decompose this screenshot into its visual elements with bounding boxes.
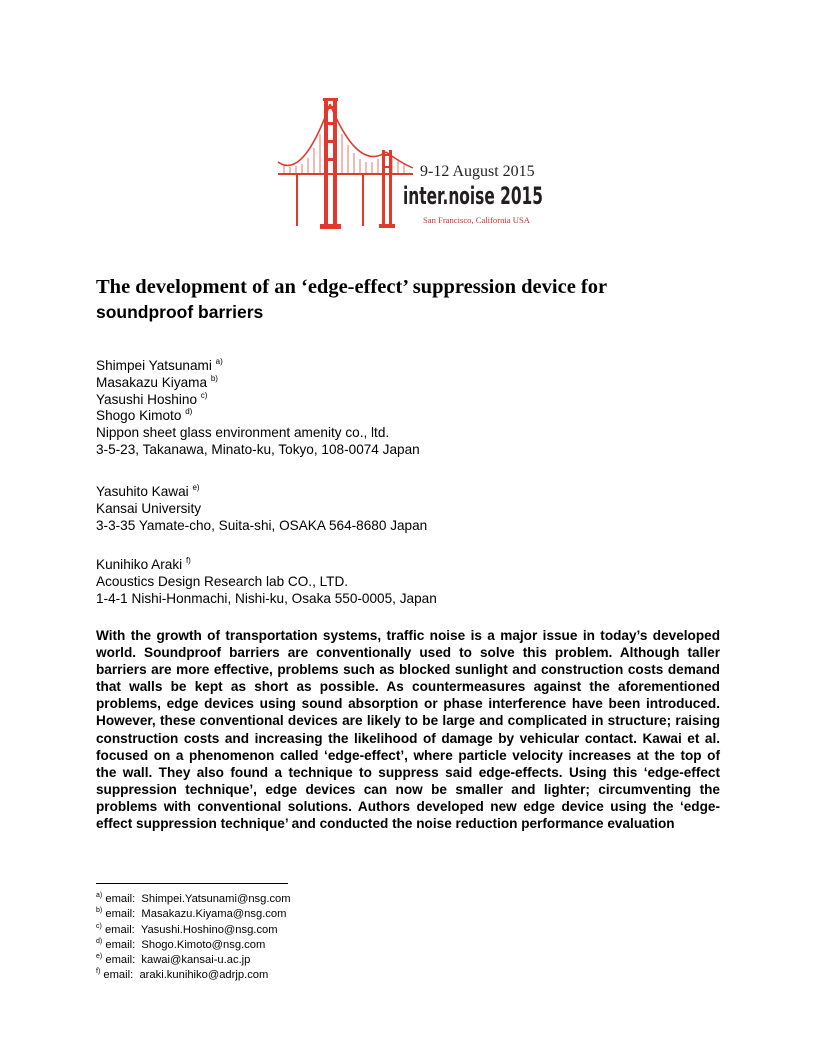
footnote: $^{a)}$ email: Shimpei.Yatsunami@nsg.com xyxy=(96,892,291,905)
affiliation: Nippon sheet glass environment amenity co., ltd. xyxy=(96,425,390,441)
footnote-divider xyxy=(96,883,288,884)
conference-location: San Francisco, California USA xyxy=(423,215,530,225)
author-name: Shimpei Yatsunami $^{a)}$ xyxy=(96,357,223,373)
author-group-1 xyxy=(96,358,420,459)
footnote: $^{f)}$ email: araki.kunihiko@adrjp.com xyxy=(96,968,269,982)
email-address: Yasushi.Hoshino@nsg.com xyxy=(140,923,278,936)
golden-gate-bridge-icon xyxy=(278,104,413,174)
email-address: Masakazu.Kiyama@nsg.com xyxy=(141,908,287,921)
author-name: Yasuhito Kawai $^{e)}$ xyxy=(96,483,200,499)
email-address: araki.kunihiko@adrjp.com xyxy=(139,969,269,982)
footnote: $^{e)}$ email: kawai@kansai-u.ac.jp xyxy=(96,953,251,967)
conference-logo xyxy=(278,92,553,232)
email-address: kawai@kansai-u.ac.jp xyxy=(141,954,251,967)
conference-dates: 9-12 August 2015 xyxy=(420,163,535,180)
email-address: Shogo.Kimoto@nsg.com xyxy=(141,938,266,951)
author-name: Masakazu Kiyama $^{b)}$ xyxy=(96,373,218,390)
address: 3-3-35 Yamate-cho, Suita-shi, OSAKA 564-8680 Japan xyxy=(96,517,428,533)
title-line-2: soundproof barriers xyxy=(96,302,264,322)
affiliation: Kansai University xyxy=(96,500,202,516)
footnote: $^{d)}$ email: Shogo.Kimoto@nsg.com xyxy=(96,937,266,951)
conference-name: inter.noise 2015 xyxy=(403,182,543,210)
address: 3-5-23, Takanawa, Minato-ku, Tokyo, 108-0074 Japan xyxy=(96,441,420,457)
footnote: $^{b)}$ email: Masakazu.Kiyama@nsg.com xyxy=(96,907,287,921)
abstract: With the growth of transportation systems, traffic noise is a major issue in today’s developed world. Soundproof barriers are conventionally used to solve this problem. Although taller barriers are more effective, problems such as blocked sunlight and construction costs demand that walls be kept as short as possible. As countermeasures against the aforementioned problems, edge devices using sound absorption or phase interference have been introduced. However, these conventional devices are likely to be large and complicated in structure; raising construction costs and increasing the likelihood of damage by vehicular contact. Kawai et al. focused on a phenomenon called ‘edge-effect’, where particle velocity increases at the top of the wall. They also found a technique to suppress said edge-effects. Using this ‘edge-effect suppression technique’, edge devices can now be smaller and lighter; circumventing the problems with conventional solutions. Authors developed new edge device using the ‘edge-effect suppression technique’ and conducted the noise reduction performance evaluation xyxy=(96,628,720,832)
affiliation: Acoustics Design Research lab CO., LTD. xyxy=(96,573,349,589)
author-name: Yasushi Hoshino $^{c)}$ xyxy=(96,390,208,407)
title-line-1: The development of an ‘edge-effect’ suppression device for xyxy=(96,276,608,298)
author-group-2 xyxy=(96,484,427,534)
author-name: Kunihiko Araki $^{f)}$ xyxy=(96,556,191,572)
author-group-3 xyxy=(96,557,437,607)
paper-title xyxy=(96,275,736,325)
footnote: $^{c)}$ email: Yasushi.Hoshino@nsg.com xyxy=(96,922,278,936)
email-address: Shimpei.Yatsunami@nsg.com xyxy=(141,893,291,905)
footnotes xyxy=(96,892,291,984)
address: 1-4-1 Nishi-Honmachi, Nishi-ku, Osaka 550-0005, Japan xyxy=(96,590,437,606)
author-name: Shogo Kimoto $^{d)}$ xyxy=(96,407,193,424)
